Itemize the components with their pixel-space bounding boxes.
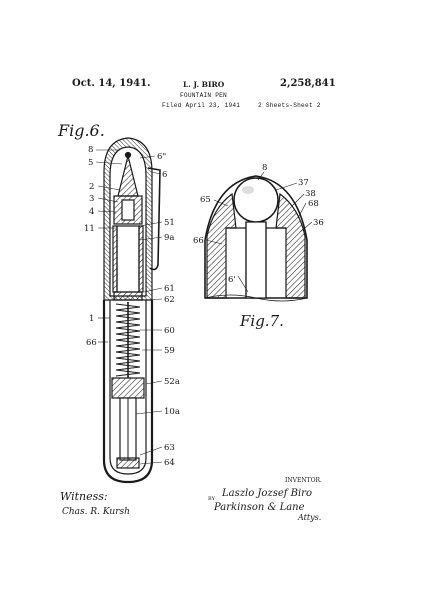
attorney-signature: Parkinson & Lane	[214, 502, 305, 513]
fig6-label: 8	[88, 145, 94, 155]
fig6-label: 2	[89, 182, 95, 192]
fig6-label: 52a	[164, 377, 180, 387]
fig7-label: 66	[193, 236, 204, 246]
sheet-count: 2 Sheets-Sheet 2	[258, 102, 321, 109]
fig7-label: 8	[262, 163, 268, 173]
witness-signature: Chas. R. Kursh	[62, 507, 130, 517]
patent-date: Oct. 14, 1941.	[72, 78, 151, 89]
fig6-label: 61	[164, 284, 175, 294]
fig6-label: 3	[89, 194, 95, 204]
fig6-label: 62	[164, 295, 175, 305]
fig6-label: 6"	[157, 152, 167, 162]
fig7-caption: Fig.7.	[240, 312, 284, 330]
fig7-label: 36	[313, 218, 324, 228]
fig6-label: 60	[164, 326, 175, 336]
witness-label: Witness:	[60, 490, 108, 503]
by-label: BY	[208, 496, 215, 502]
fig6-label: 66	[86, 338, 97, 348]
fig7-label: 6'	[228, 275, 236, 285]
attys-label: Attys.	[298, 513, 322, 522]
fig7-label: 38	[305, 189, 316, 199]
fig6-label: 11	[84, 224, 95, 234]
figure-6-pen-section	[104, 138, 160, 482]
fig6-label: 5	[88, 158, 94, 168]
fig6-label: 9a	[164, 233, 175, 243]
inventor-name: L. J. BIRO	[183, 80, 225, 89]
filing-date: Filed April 23, 1941	[162, 102, 241, 109]
fig6-caption: Fig.6.	[58, 121, 105, 140]
fig6-label: 4	[89, 207, 95, 217]
fig6-label: 63	[164, 443, 175, 453]
fig6-label: 10a	[164, 407, 180, 417]
patent-title: FOUNTAIN PEN	[180, 92, 227, 99]
inventor-signature: Laszlo Jozsef Biro	[222, 488, 312, 499]
fig7-label: 37	[298, 178, 309, 188]
fig6-label: 59	[164, 346, 175, 356]
figure-7-tip-detail	[205, 176, 307, 301]
fig6-label: 51	[164, 218, 175, 228]
fig6-label: 6	[162, 170, 168, 180]
patent-number: 2,258,841	[280, 78, 336, 89]
fig7-label: 68	[308, 199, 319, 209]
fig6-label: 1	[89, 314, 95, 324]
fig7-label: 65	[200, 195, 211, 205]
inventor-heading: INVENTOR.	[285, 477, 322, 484]
fig6-label: 64	[164, 458, 175, 468]
